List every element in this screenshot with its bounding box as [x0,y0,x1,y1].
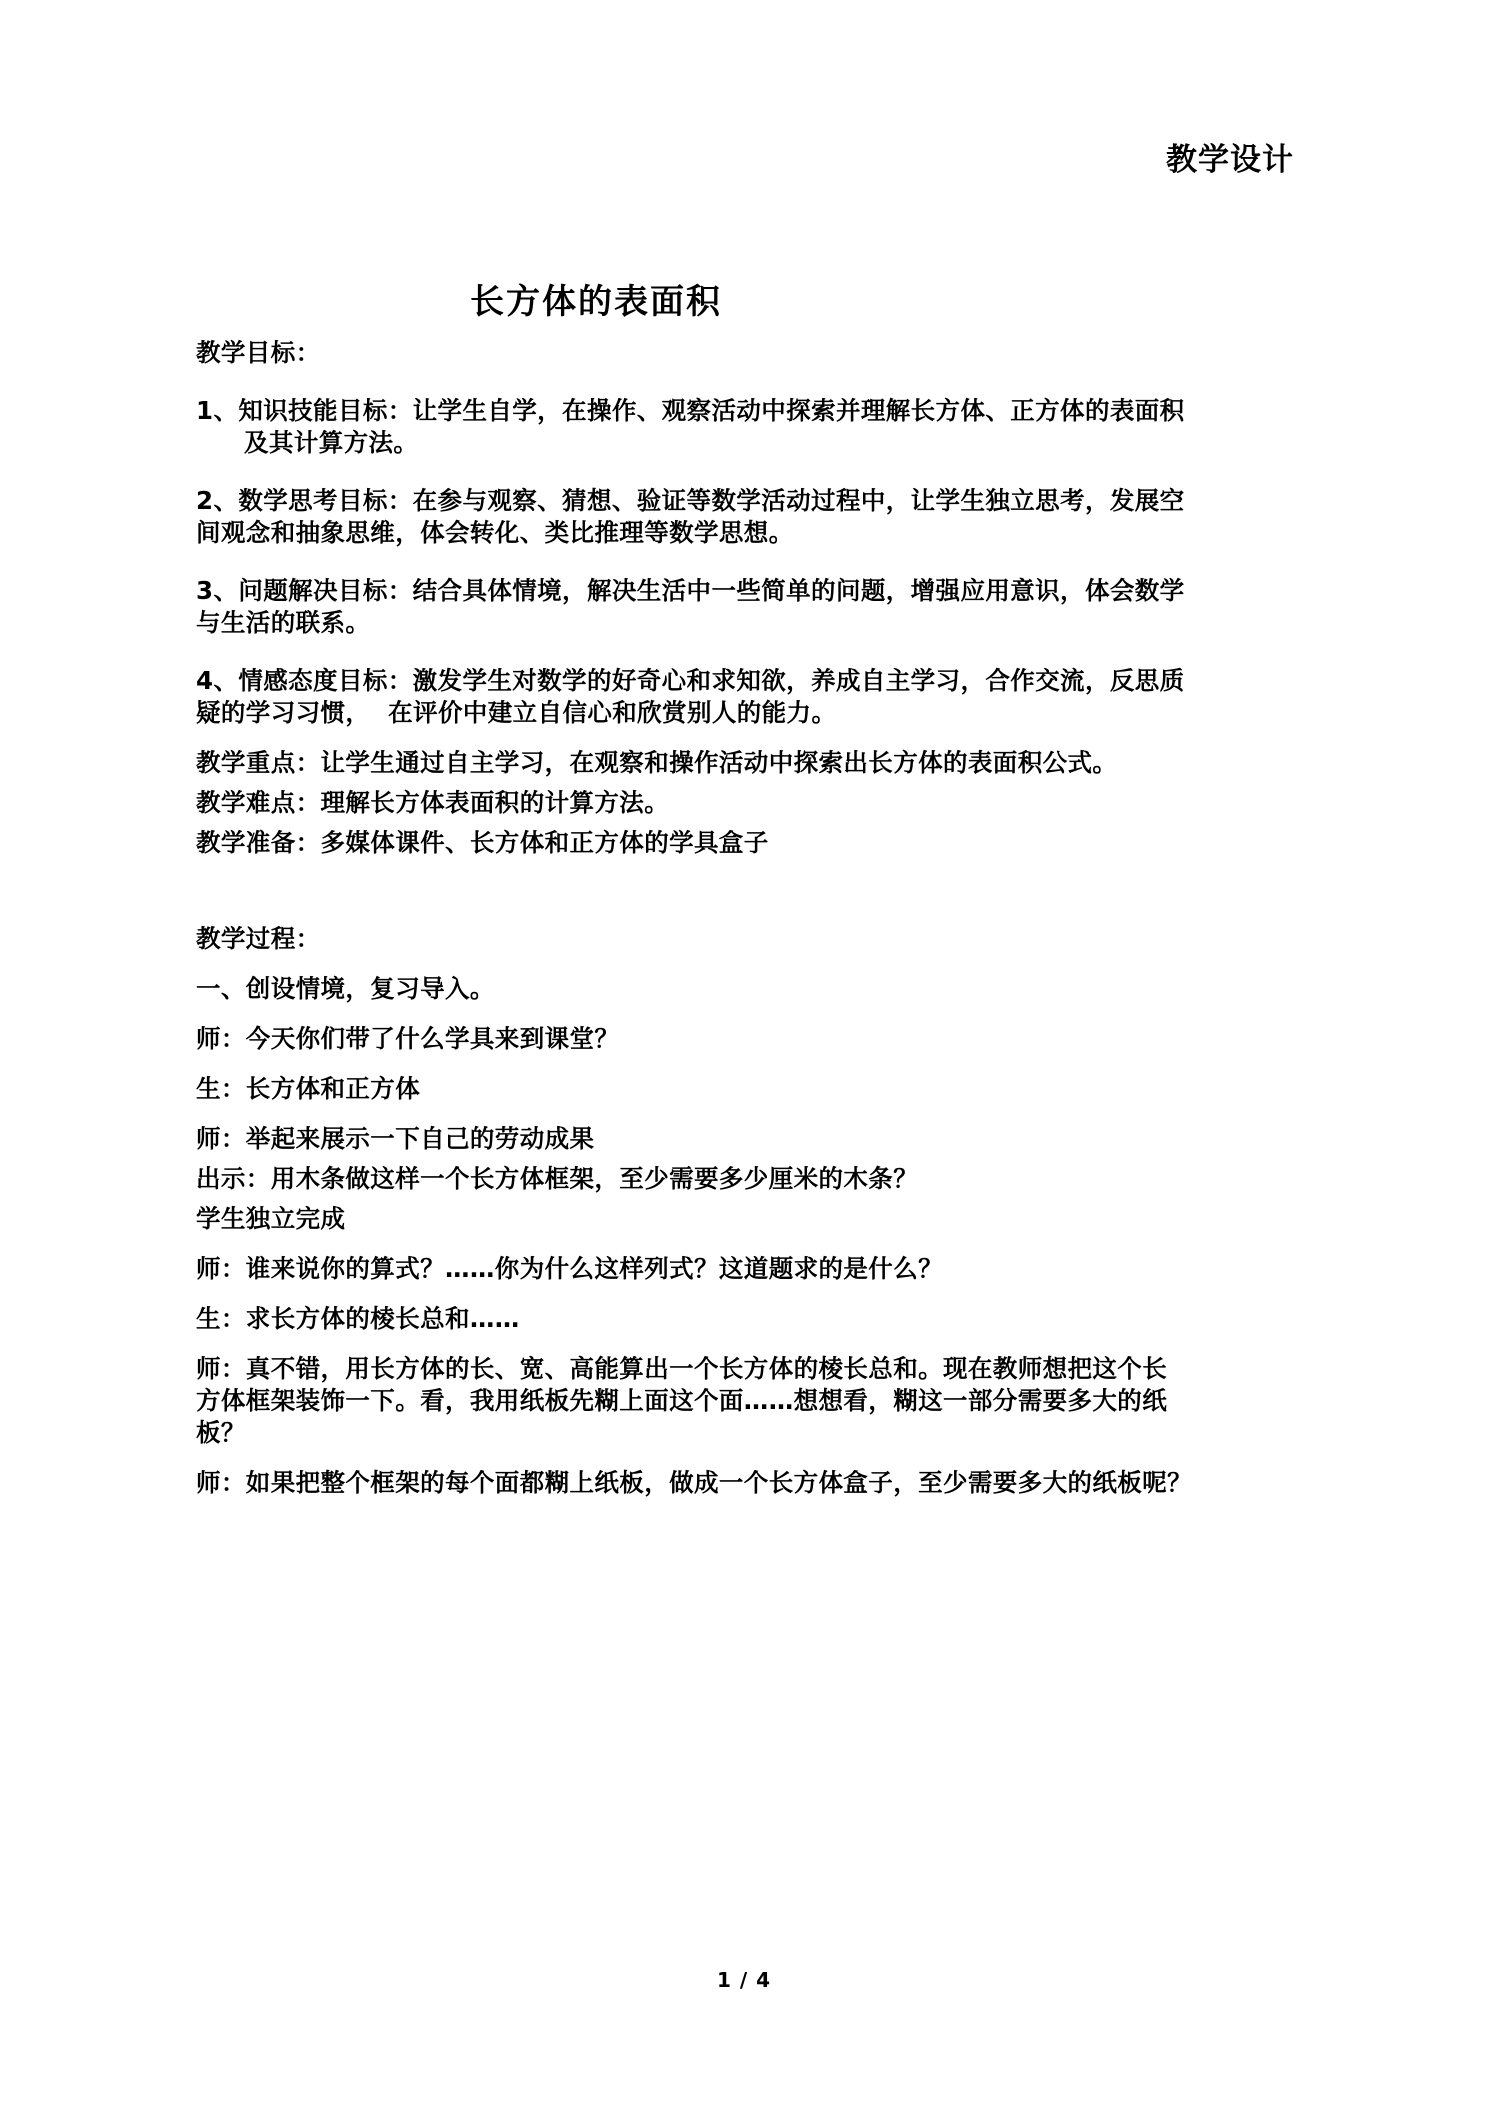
document-header-label: 教学设计 [1166,142,1294,178]
objectives-heading: 教学目标： [196,338,321,367]
process-heading: 教学过程： [196,924,321,953]
dialogue-line-5: 学生独立完成 [196,1204,346,1233]
dialogue-line-3: 师：举起来展示一下自己的劳动成果 [196,1124,595,1153]
objective-4-line-1: 4、情感态度目标：激发学生对数学的好奇心和求知欲，养成自主学习，合作交流，反思质 [196,666,1185,695]
long-paragraph-line-3: 板？ [196,1418,246,1447]
dialogue-line-2: 生：长方体和正方体 [196,1074,421,1103]
page-title: 长方体的表面积 [470,281,722,322]
dialogue-line-4: 出示：用木条做这样一个长方体框架，至少需要多少厘米的木条？ [196,1164,919,1193]
section-spacer [196,868,1294,924]
page-number: 1 / 4 [716,1968,772,1992]
objective-3-line-2: 与生活的联系。 [196,608,371,637]
dialogue-line-7: 生：求长方体的棱长总和…… [196,1304,520,1333]
long-paragraph-line-1: 师：真不错，用长方体的长、宽、高能算出一个长方体的棱长总和。现在教师想把这个长 [196,1354,1168,1383]
objective-4-line-2: 疑的学习习惯， 在评价中建立自信心和欣赏别人的能力。 [196,698,837,727]
closing-question-line: 师：如果把整个框架的每个面都糊上纸板，做成一个长方体盒子，至少需要多大的纸板呢？ [196,1468,1192,1497]
dialogue-line-6: 师：谁来说你的算式？……你为什么这样列式？这道题求的是什么？ [196,1254,943,1283]
teaching-difficulty: 教学难点：理解长方体表面积的计算方法。 [196,788,670,817]
objective-1-line-2: 及其计算方法。 [244,428,419,457]
dialogue-line-1: 师：今天你们带了什么学具来到课堂？ [196,1024,620,1053]
process-section-one: 一、创设情境，复习导入。 [196,974,495,1003]
teaching-preparation: 教学准备：多媒体课件、长方体和正方体的学具盒子 [196,828,769,857]
long-paragraph-line-2: 方体框架装饰一下。看，我用纸板先糊上面这个面……想想看，糊这一部分需要多大的纸 [196,1386,1168,1415]
objective-2-line-1: 2、数学思考目标：在参与观察、猜想、验证等数学活动过程中，让学生独立思考，发展空 [196,486,1185,515]
objective-1-line-1: 1、知识技能目标：让学生自学，在操作、观察活动中探索并理解长方体、正方体的表面积 [196,396,1185,425]
objective-2-line-2: 间观念和抽象思维，体会转化、类比推理等数学思想。 [196,518,794,547]
document-body [196,338,1294,1498]
objective-3-line-1: 3、问题解决目标：结合具体情境，解决生活中一些简单的问题，增强应用意识，体会数学 [196,576,1185,605]
teaching-focus: 教学重点：让学生通过自主学习，在观察和操作活动中探索出长方体的表面积公式。 [196,748,1118,777]
